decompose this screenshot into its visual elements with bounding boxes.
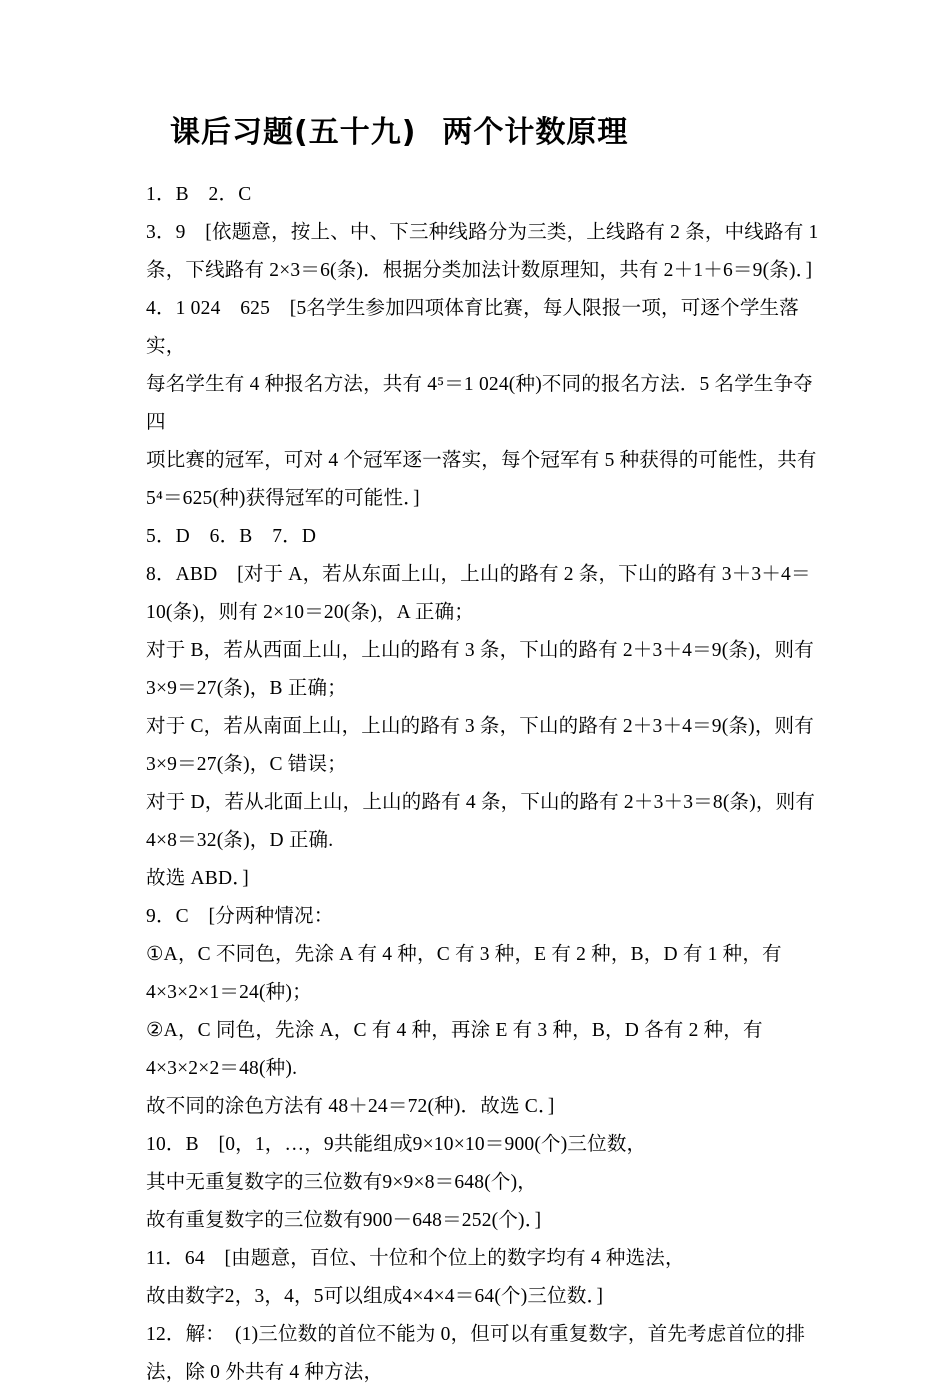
text-line: ②A，C 同色，先涂 A，C 有 4 种，再涂 E 有 3 种，B，D 各有 2 种，有 [146, 1020, 763, 1041]
text-line: 4×3×2×2＝48(种). [146, 1058, 298, 1079]
text-line: 10(条)，则有 2×10＝20(条)，A 正确； [146, 602, 474, 623]
page-title [146, 112, 822, 154]
text-line: 4．1 024 625 [5名学生参加四项体育比赛，每人限报一项，可逐个学生落实， [146, 298, 799, 357]
text-line: 5⁴＝625(种)获得冠军的可能性．] [146, 488, 420, 509]
text-line: 项比赛的冠军，可对 4 个冠军逐一落实，每个冠军有 5 种获得的可能性，共有 [146, 450, 817, 471]
text-line: 法，除 0 外共有 4 种方法， [146, 1362, 384, 1383]
text-line: 8．ABD [对于 A，若从东面上山，上山的路有 2 条，下山的路有 3＋3＋4＝ [146, 564, 811, 585]
text-line: 对于 D，若从北面上山，上山的路有 4 条，下山的路有 2＋3＋3＝8(条)，则有 [146, 792, 816, 813]
text-line: 1．B 2．C [146, 184, 252, 205]
text-line: 3×9＝27(条)，C 错误； [146, 754, 347, 775]
page-title-sub: 两个计数原理 [442, 115, 629, 150]
text-line: 故有重复数字的三位数有900－648＝252(个)．] [146, 1210, 542, 1231]
text-line: 对于 B，若从西面上山，上山的路有 3 条，下山的路有 2＋3＋4＝9(条)，则有 [146, 640, 814, 661]
text-line: 4×3×2×1＝24(种)； [146, 982, 312, 1003]
text-line: ①A，C 不同色，先涂 A 有 4 种，C 有 3 种，E 有 2 种，B，D 有 1 种，有 [146, 944, 782, 965]
text-line: 9．C [分两种情况： [146, 906, 334, 927]
text-line: 11．64 [由题意，百位、十位和个位上的数字均有 4 种选法， [146, 1248, 685, 1269]
text-line: 10．B [0，1，…，9共能组成9×10×10＝900(个)三位数， [146, 1134, 647, 1155]
text-line: 故选 ABD．] [146, 868, 249, 889]
page-title-main: 课后习题(五十九) [170, 115, 417, 150]
text-line: 3．9 [依题意，按上、中、下三种线路分为三类，上线路有 2 条，中线路有 1 [146, 222, 819, 243]
text-line: 5．D 6．B 7．D [146, 526, 317, 547]
text-line: 每名学生有 4 种报名方法，共有 4⁵＝1 024(种)不同的报名方法．5 名学生争夺四 [146, 374, 814, 433]
text-line: 其中无重复数字的三位数有9×9×8＝648(个)， [146, 1172, 537, 1193]
answer-text-body [146, 176, 822, 1392]
text-line: 12．解： (1)三位数的首位不能为 0，但可以有重复数字，首先考虑首位的排 [146, 1324, 806, 1345]
text-line: 对于 C，若从南面上山，上山的路有 3 条，下山的路有 2＋3＋4＝9(条)，则有 [146, 716, 814, 737]
text-line: 条，下线路有 2×3＝6(条)．根据分类加法计数原理知，共有 2＋1＋6＝9(条)．] [146, 260, 813, 281]
text-line: 故由数字2，3，4，5可以组成4×4×4＝64(个)三位数．] [146, 1286, 604, 1307]
text-line: 3×9＝27(条)，B 正确； [146, 678, 347, 699]
text-line: 4×8＝32(条)，D 正确. [146, 830, 334, 851]
text-line: 故不同的涂色方法有 48＋24＝72(种)．故选 C．] [146, 1096, 555, 1117]
